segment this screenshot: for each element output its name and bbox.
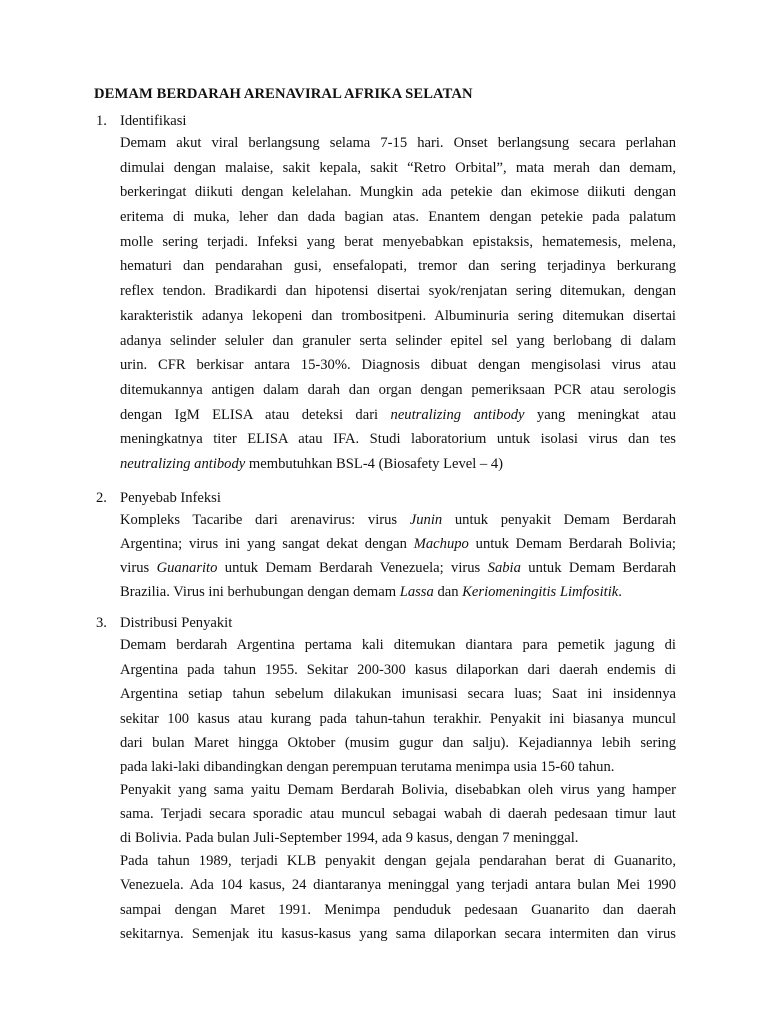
paragraph-line: di Bolivia. Pada bulan Juli-September 1994, ada 9 kasus, dengan 7 meninggal. (120, 829, 579, 846)
italic-term: Sabia (487, 560, 521, 576)
italic-term: neutralizing antibody (120, 455, 246, 472)
line-text: Brazilia. Virus ini berhubungan dengan demam (120, 584, 400, 600)
paragraph-line (120, 556, 676, 580)
paragraph-line: Pada tahun 1989, terjadi KLB penyakit dengan gejala pendarahan berat di Guanarito, (120, 852, 676, 869)
section-number: 1. (96, 113, 107, 129)
section-body (120, 508, 676, 604)
italic-term: neutralizing antibody (390, 406, 525, 423)
section-title: Identifikasi (120, 113, 187, 129)
section-identifikasi (96, 111, 676, 477)
paragraph-line: karakteristik adanya lekopeni dan trombositpeni. Albuminuria sering ditemukan disertai (120, 307, 676, 324)
line-text: untuk Demam Berdarah Bolivia; (468, 536, 676, 552)
paragraph-line: adanya selinder seluler dan granuler serta selinder epitel sel yang berlobang di dalam (120, 332, 676, 349)
paragraph-line: dimulai dengan malaise, sakit kepala, sakit “Retro Orbital”, mata merah dan demam, (120, 159, 676, 176)
paragraph-line: Demam akut viral berlangsung selama 7-15 hari. Onset berlangsung secara perlahan (120, 135, 676, 151)
paragraph-line (120, 532, 676, 556)
paragraph-line: ditemukannya antigen dalam darah dan organ dengan pemeriksaan PCR atau serologis (120, 381, 676, 398)
paragraph-line: Argentina setiap tahun sebelum dilakukan imunisasi secara luas; Saat ini insidennya (120, 686, 676, 702)
paragraph-line: Penyakit yang sama yaitu Demam Berdarah Bolivia, disebabkan oleh virus yang hamper (120, 781, 676, 798)
section-penyebab-infeksi (96, 488, 676, 604)
line-text: Kompleks Tacaribe dari arenavirus: virus (120, 512, 410, 528)
paragraph-line: reflex tendon. Bradikardi dan hipotensi disertai syok/renjatan sering ditemukan, dengan (120, 283, 676, 300)
paragraph-line: Argentina pada tahun 1955. Sekitar 200-300 kasus dilaporkan dari daerah endemis di (120, 661, 676, 678)
line-text: yang meningkat atau (524, 406, 676, 423)
section-body (120, 633, 676, 947)
paragraph-line: molle sering terjadi. Infeksi yang berat menyebabkan epistaksis, hematemesis, melena, (120, 233, 676, 250)
paragraph-line: sekitarnya. Semenjak itu kasus-kasus yang sama dilaporkan secara intermiten dan virus (120, 926, 676, 942)
paragraph-line: Demam berdarah Argentina pertama kali ditemukan diantara para pemetik jagung di (120, 637, 676, 653)
line-text: . (618, 584, 622, 600)
section-number: 3. (96, 615, 107, 631)
paragraph-line: sekitar 100 kasus atau kurang pada tahun-tahun terakhir. Penyakit ini biasanya muncul (120, 710, 676, 727)
section-heading (96, 488, 676, 508)
paragraph-line: sampai dengan Maret 1991. Menimpa penduduk pedesaan Guanarito dan daerah (120, 901, 676, 918)
italic-term: Junin (409, 512, 443, 528)
paragraph-line (120, 452, 676, 477)
paragraph-line (120, 508, 676, 532)
line-text: virus (120, 560, 157, 576)
line-text: Argentina; virus ini yang sangat dekat dengan (120, 536, 414, 552)
paragraph-line: pada laki-laki dibandingkan dengan perempuan terutama menimpa usia 15-60 tahun. (120, 758, 615, 775)
section-heading (96, 111, 676, 131)
paragraph-line: sama. Terjadi secara sporadic atau muncul sebagai wabah di daerah pedesaan timur laut (120, 806, 676, 822)
paragraph-line: Venezuela. Ada 104 kasus, 24 diantaranya meninggal yang terjadi antara bulan Mei 1990 (120, 877, 676, 893)
section-title: Penyebab Infeksi (120, 490, 221, 506)
line-text: membutuhkan BSL-4 (Biosafety Level – 4) (245, 455, 504, 472)
document-title: DEMAM BERDARAH ARENAVIRAL AFRIKA SELATAN (94, 86, 473, 102)
line-text: dengan IgM ELISA atau deteksi dari (120, 406, 391, 423)
italic-term: Keriomeningitis Limfositik (462, 584, 619, 600)
line-text: untuk Demam Berdarah Venezuela; virus (217, 560, 488, 576)
paragraph-line (120, 403, 676, 428)
paragraph-line: dari bulan Maret hingga Oktober (musim gugur dan salju). Kejadiannya lebih sering (120, 735, 676, 751)
italic-term: Guanarito (156, 560, 218, 576)
italic-term: Lassa (399, 584, 434, 600)
paragraph-line: urin. CFR berkisar antara 15-30%. Diagnosis dibuat dengan mengisolasi virus atau (120, 357, 676, 374)
section-body (120, 131, 676, 477)
line-text: untuk penyakit Demam Berdarah (442, 512, 676, 528)
paragraph-line (120, 580, 676, 604)
section-distribusi-penyakit (96, 613, 676, 947)
italic-term: Machupo (413, 536, 469, 552)
line-text: untuk Demam Berdarah (520, 560, 676, 576)
paragraph-line: hematuri dan pendarahan gusi, ensefalopati, tremor dan sering terjadinya berkurang (120, 258, 676, 275)
section-heading (96, 613, 676, 633)
section-title: Distribusi Penyakit (120, 615, 233, 631)
section-number: 2. (96, 490, 107, 506)
paragraph-line: eritema di muka, leher dan dada bagian atas. Enantem dengan petekie pada palatum (120, 209, 676, 226)
line-text: dan (433, 584, 463, 600)
paragraph-line: meningkatnya titer ELISA atau IFA. Studi laboratorium untuk isolasi virus dan tes (120, 431, 676, 448)
paragraph-line: berkeringat diikuti dengan kelelahan. Mungkin ada petekie dan ekimose diikuti dengan (120, 184, 676, 201)
